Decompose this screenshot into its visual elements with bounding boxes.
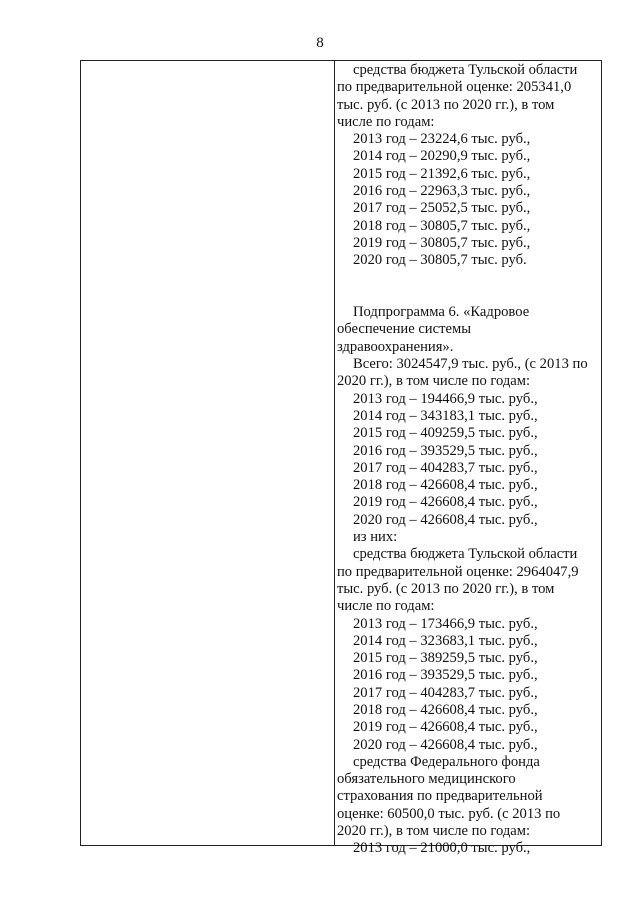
text-line: 2018 год – 426608,4 тыс. руб., <box>353 477 538 494</box>
text-line: средства Федерального фонда <box>353 753 540 770</box>
text-line: тыс. руб. (с 2013 по 2020 гг.), в том <box>337 580 555 597</box>
blank-line <box>337 287 599 304</box>
text-line: 2015 год – 21392,6 тыс. руб., <box>353 165 531 182</box>
text-line: 2018 год – 426608,4 тыс. руб., <box>353 701 538 718</box>
subprogram-title-line: обеспечение системы <box>337 321 471 338</box>
text-line: 2014 год – 323683,1 тыс. руб., <box>353 632 538 649</box>
text-line: 2014 год – 20290,9 тыс. руб., <box>353 148 531 165</box>
blank-line <box>337 270 599 287</box>
text-line: 2013 год – 173466,9 тыс. руб., <box>353 615 538 632</box>
text-line: 2013 год – 23224,6 тыс. руб., <box>353 131 531 148</box>
text-line: 2013 год – 21000,0 тыс. руб., <box>353 840 531 857</box>
text-line: 2017 год – 25052,5 тыс. руб., <box>353 200 531 217</box>
text-line: средства бюджета Тульской области <box>353 546 578 563</box>
text-line: 2015 год – 409259,5 тыс. руб., <box>353 425 538 442</box>
subprogram-title-line: здравоохранения». <box>337 338 454 355</box>
text-line: 2019 год – 426608,4 тыс. руб., <box>353 494 538 511</box>
text-line: числе по годам: <box>337 113 435 130</box>
text-line: обязательного медицинского <box>337 771 516 788</box>
text-line: Всего: 3024547,9 тыс. руб., (с 2013 по <box>353 356 588 373</box>
text-line: 2014 год – 343183,1 тыс. руб., <box>353 407 538 424</box>
text-line: 2020 год – 426608,4 тыс. руб., <box>353 511 538 528</box>
text-line: 2020 год – 30805,7 тыс. руб. <box>353 252 527 269</box>
text-line: 2019 год – 426608,4 тыс. руб., <box>353 719 538 736</box>
text-line: средства бюджета Тульской области <box>353 62 578 78</box>
text-line: по предварительной оценке: 2964047,9 <box>337 563 579 580</box>
text-line: 2016 год – 393529,5 тыс. руб., <box>353 442 538 459</box>
text-line: 2016 год – 22963,3 тыс. руб., <box>353 183 531 200</box>
text-line: 2017 год – 404283,7 тыс. руб., <box>353 684 538 701</box>
text-line: из них: <box>353 529 398 546</box>
text-line: 2020 год – 426608,4 тыс. руб., <box>353 736 538 753</box>
text-line: 2013 год – 194466,9 тыс. руб., <box>353 390 538 407</box>
text-line: тыс. руб. (с 2013 по 2020 гг.), в том <box>337 96 555 113</box>
subprogram-title-line: Подпрограмма 6. «Кадровое <box>353 304 530 321</box>
column-divider <box>334 60 335 846</box>
right-column-text <box>337 62 599 858</box>
text-line: 2020 гг.), в том числе по годам: <box>337 373 531 390</box>
text-line: числе по годам: <box>337 598 435 615</box>
page-number: 8 <box>316 35 324 51</box>
text-line: 2017 год – 404283,7 тыс. руб., <box>353 459 538 476</box>
text-line: оценке: 60500,0 тыс. руб. (с 2013 по <box>337 805 561 822</box>
text-line: 2015 год – 389259,5 тыс. руб., <box>353 650 538 667</box>
text-line: 2019 год – 30805,7 тыс. руб., <box>353 234 531 251</box>
text-line: по предварительной оценке: 205341,0 <box>337 79 572 96</box>
text-line: страхования по предварительной <box>337 788 543 805</box>
text-line: 2020 гг.), в том числе по годам: <box>337 823 531 840</box>
text-line: 2016 год – 393529,5 тыс. руб., <box>353 667 538 684</box>
text-line: 2018 год – 30805,7 тыс. руб., <box>353 217 531 234</box>
